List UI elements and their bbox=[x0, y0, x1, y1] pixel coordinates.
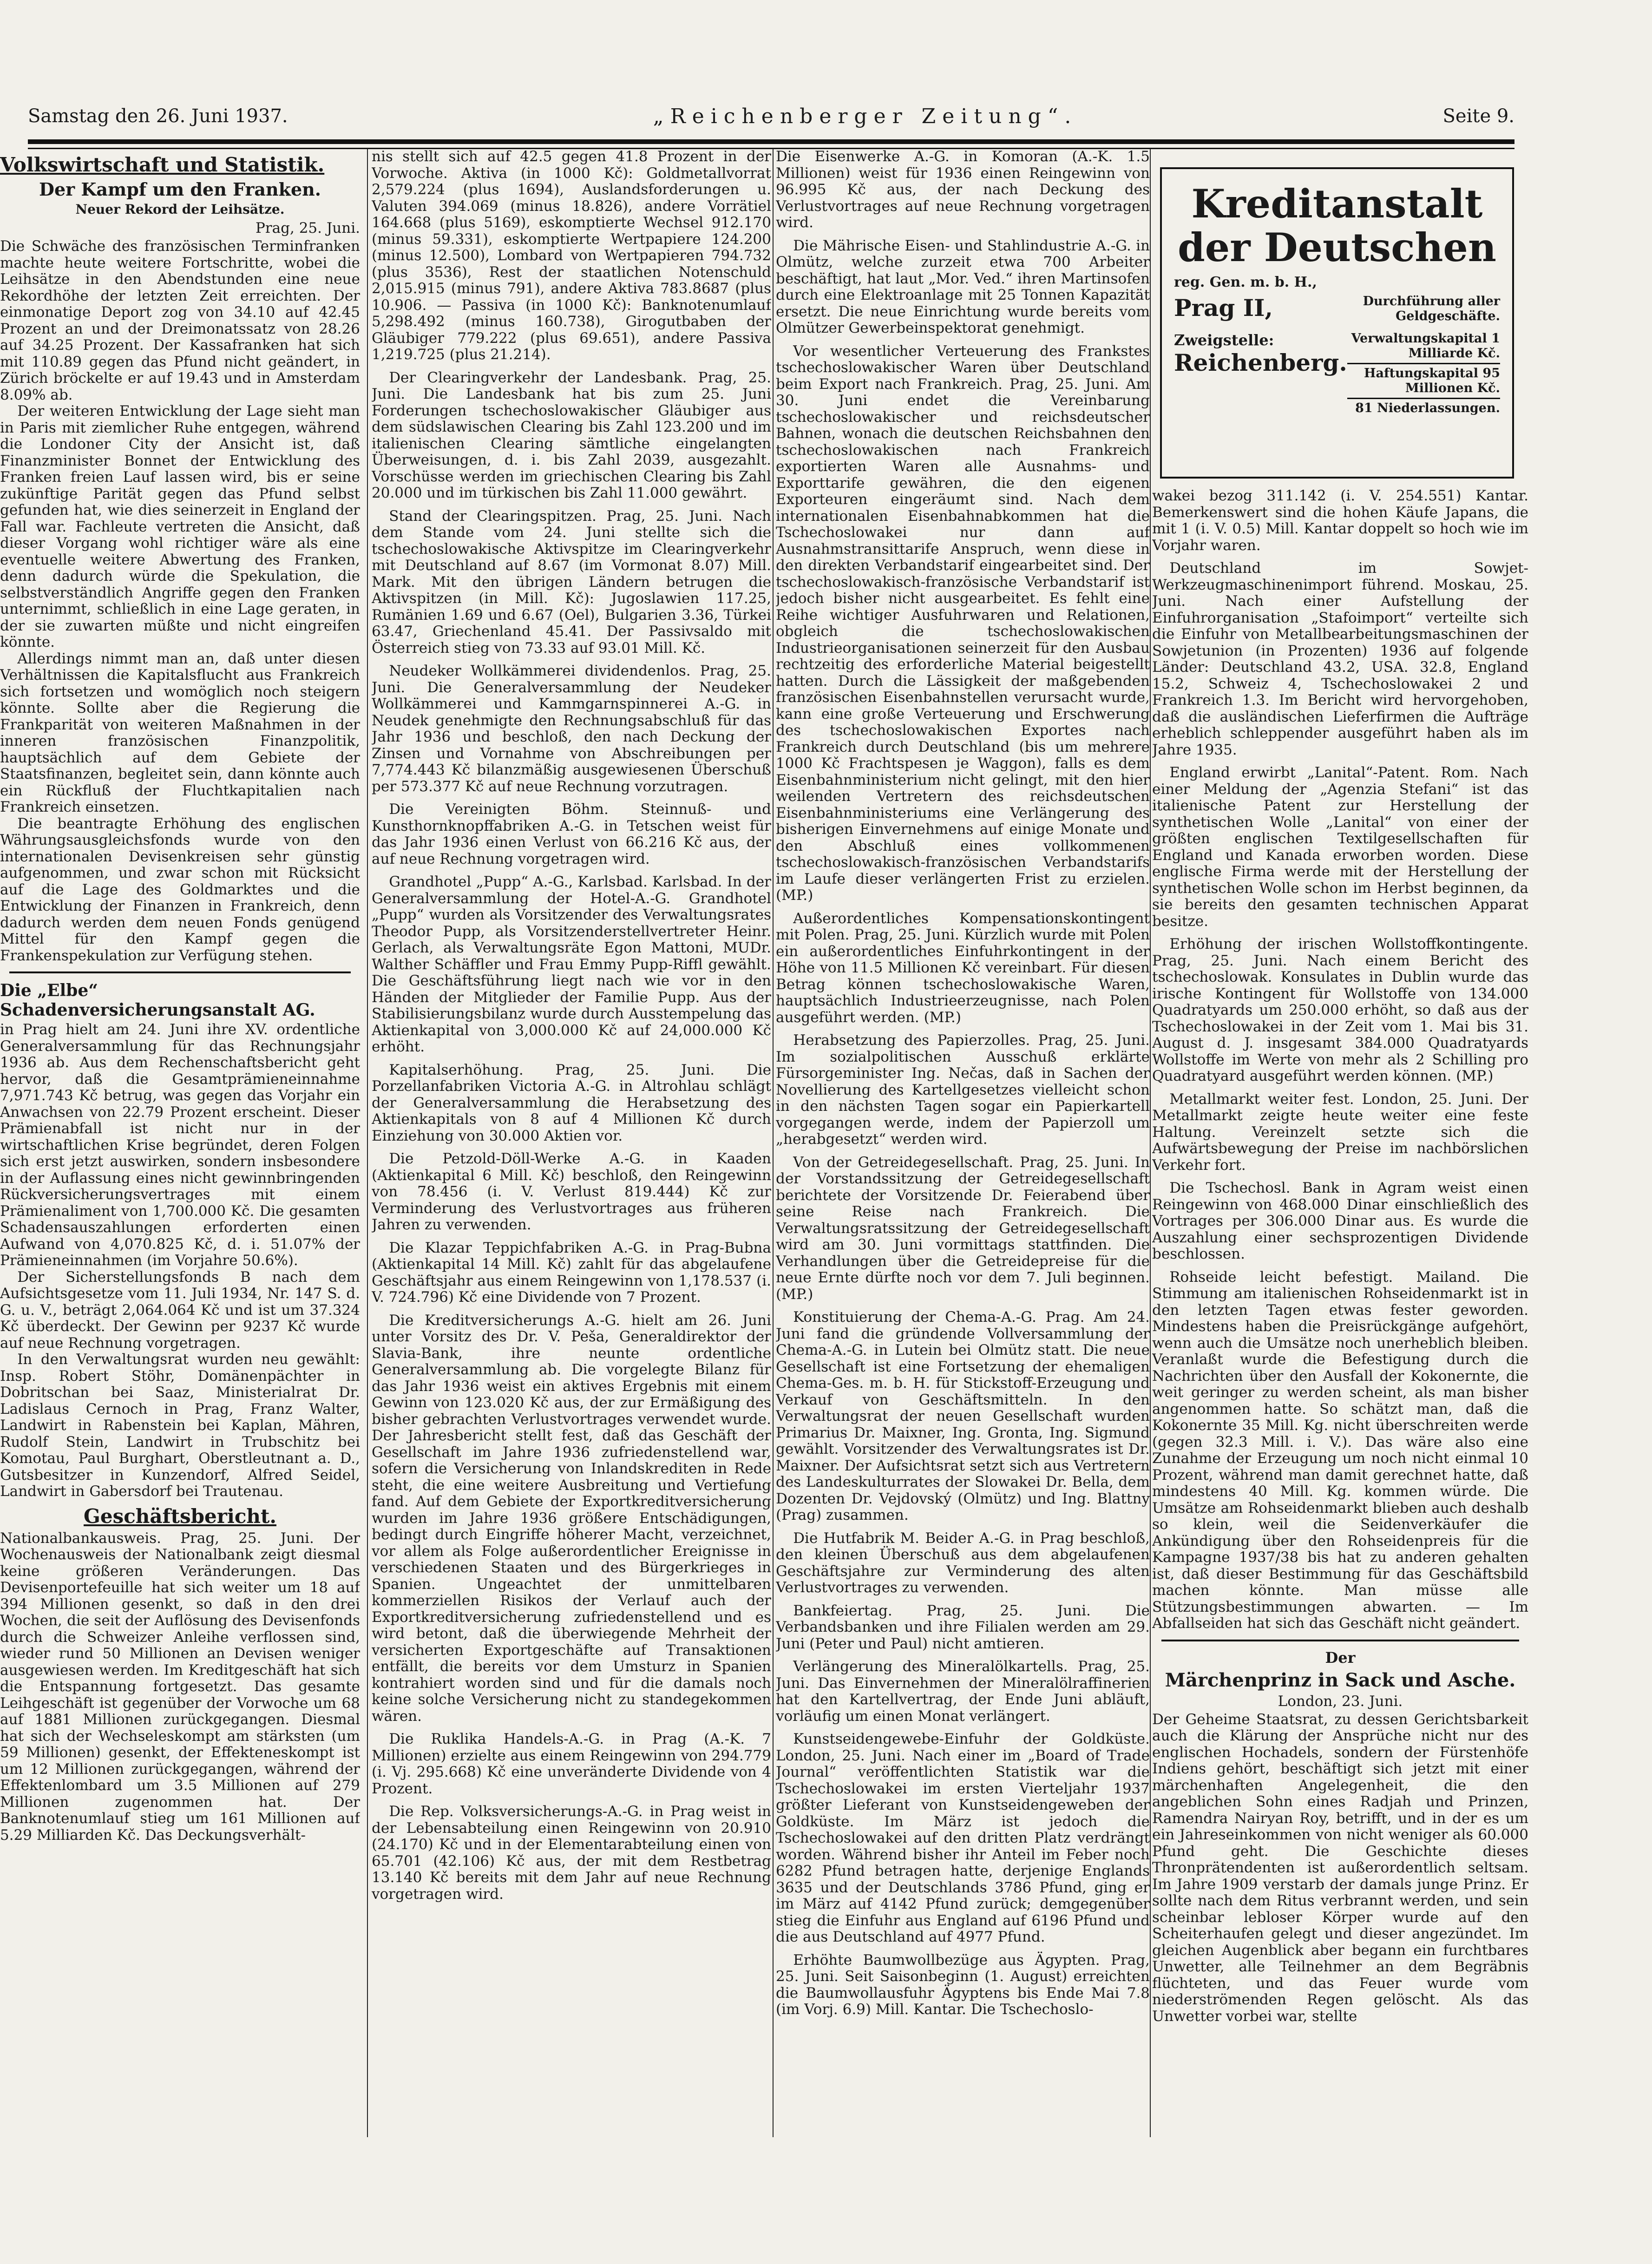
ad-capital: Verwaltungskapital 1 Milliarde Kč. bbox=[1351, 331, 1500, 361]
article-separator bbox=[1161, 1640, 1519, 1641]
feuilleton-title: Märchenprinz in Sack und Asche. bbox=[1165, 1669, 1516, 1691]
article-paragraph: wakei bezog 311.142 (i. V. 254.551) Kantar. Bemerkenswert sind die hohen Käufe Japans, die mit 1 (i. V. 0.5) Mill. Kantar doppelt so hoch wie im Vorjahr waren. bbox=[1152, 488, 1528, 554]
article-paragraph: Erhöhte Baumwollbezüge aus Ägypten. Prag, 25. Juni. Seit Saisonbeginn (1. August) erreichten die Baumwollausfuhr Ägyptens bis Ende Mai 7.8 (im Vorj. 6.9) Mill. Kantar. Die Tschechoslo- bbox=[776, 1951, 1150, 2018]
article-dateline: Prag, 25. Juni. bbox=[256, 220, 360, 236]
column-1 bbox=[0, 149, 360, 2146]
article-paragraph: In den Verwaltungsrat wurden neu gewählt: Insp. Robert Stöhr, Domänenpächter in Dobritschan bei Saaz, Ministerialrat Dr. Ladislaus Cernoch in Prag, Franz Walter, Landwirt in Rabenstein bei Kaplan, Mähren, Rudolf Stein, Landwirt in Trubschitz bei Komotau, Paul Burghart, Oberstleutnant a. D., Gutsbesitzer in Kunzendorf, Alfred Seidel, Landwirt in Gabersdorf bei Trautenau. bbox=[0, 1351, 360, 1500]
newspaper-title: „Reichenberger Zeitung“. bbox=[653, 104, 1078, 128]
article-subtitle: Neuer Rekord der Leihsätze. bbox=[75, 202, 285, 217]
ad-branch-city: Reichenberg. bbox=[1174, 349, 1347, 376]
ad-city: Prag II, bbox=[1174, 294, 1273, 322]
article-paragraph: Die Petzold-Döll-Werke A.-G. in Kaaden (Aktienkapital 6 Mill. Kč) beschloß, den Reingewinn von 78.456 (i. V. Verlust 819.444) Kč zur Verminderung des Verlustvortrages aus früheren Jahren zu verwenden. bbox=[372, 1150, 771, 1233]
ad-branch-label: Zweigstelle: bbox=[1174, 331, 1274, 349]
article-paragraph: Kapitalserhöhung. Prag, 25. Juni. Die Porzellanfabriken Victoria A.-G. in Altrohlau schlägt der Generalversammlung die Herabsetzung des Aktienkapitals von 8 auf 4 Millionen Kč durch Einziehung von 30.000 Aktien vor. bbox=[372, 1061, 771, 1144]
column-4 bbox=[1152, 488, 1528, 2146]
article-paragraph: Kunstseidengewebe-Einfuhr der Goldküste. London, 25. Juni. Nach einer im „Board of Trade Journal“ veröffentlichten Statistik war die Tschechoslowakei im ersten Vierteljahr 1937 größter Lieferant von Kunstseidengeweben der Goldküste. Im März ist jedoch die Tschechoslowakei auf den dritten Platz verdrängt worden. Während bisher ihr Anteil im Feber noch 6282 Pfund betragen hatte, derjenige Englands 3635 und der Deutschlands 3786 Pfund, ging er im März auf 4142 Pfund zurück; demgegenüber stieg die Einfuhr aus England auf 6196 Pfund und die aus Deutschland auf 4977 Pfund. bbox=[776, 1731, 1150, 1945]
ad-branch-count: 81 Niederlassungen. bbox=[1355, 401, 1500, 415]
feuilleton-title-prefix: Der bbox=[1325, 1648, 1356, 1667]
column-2 bbox=[372, 149, 771, 2146]
article-paragraph: Die Tschechosl. Bank in Agram weist einen Reingewinn von 468.000 Dinar einschließlich des Vortrages per 306.000 Dinar aus. Es wurde die Auszahlung einer sechsprozentigen Dividende beschlossen. bbox=[1152, 1180, 1528, 1262]
article-paragraph: Die beantragte Erhöhung des englischen Währungsausgleichsfonds wurde von den internationalen Devisenkreisen sehr günstig aufgenommen, und zwar schon mit Rücksicht auf die Lage des Goldmarktes und die Entwicklung der Finanzen in Frankreich, denn dadurch werden dem neuen Fonds genügend Mittel für den Kampf gegen die Frankenspekulation zur Verfügung stehen. bbox=[0, 815, 360, 964]
section-heading: Geschäftsbericht. bbox=[84, 1504, 276, 1528]
article-paragraph: Erhöhung der irischen Wollstoffkontingente. Prag, 25. Juni. Nach einem Bericht des tschechoslowak. Konsulates in Dublin wurde das irische Kontingent für Wollstoffe von 134.000 Quadratyards um 250.000 erhöht, so daß aus der Tschechoslowakei in der Zeit vom 1. Mai bis 31. August d. J. insgesamt 384.000 Quadratyards Wollstoffe im Werte von mehr als 2 Schilling pro Quadratyard ausgeführt werden können. (MP.) bbox=[1152, 936, 1528, 1084]
article-paragraph: Bankfeiertag. Prag, 25. Juni. Die Verbandsbanken und ihre Filialen werden am 29. Juni (Peter und Paul) nicht amtieren. bbox=[776, 1602, 1150, 1652]
article-paragraph: Die Schwäche des französischen Terminfranken machte heute weitere Fortschritte, wobei die Leihsätze in den Abendstunden eine neue Rekordhöhe der letzten Zeit erreichten. Der einmonatige Deport zog von 34.10 auf 42.45 Prozent an und der Dreimonatssatz von 28.26 auf 34.25 Prozent. Der Kassafranken hat sich mit 110.89 gegen das Pfund nicht geändert, in Zürich bröckelte er auf 19.43 und in Amsterdam 8.09% ab. bbox=[0, 238, 360, 403]
article-paragraph: Nationalbankausweis. Prag, 25. Juni. Der Wochenausweis der Nationalbank zeigt diesmal keine größeren Veränderungen. Das Devisenportefeuille hat sich weiter um 18 auf 394 Millionen gesenkt, so daß in den drei Wochen, die seit der Auflösung des Devisenfonds durch die Schweizer Anleihe verflossen sind, wieder rund 50 Millionen an Devisen weniger ausgewiesen werden. Im Kreditgeschäft hat sich die Entspannung fortgesetzt. Das gesamte Leihgeschäft ist gegenüber der Vorwoche um 68 auf 1881 Millionen zurückgegangen. Diesmal hat sich der Wechseleskompt am stärksten (um 59 Millionen) gesenkt, der Effekteneskompt ist um 12 Millionen zurückgegangen, während der Effektenlombard um 3.5 Millionen auf 279 Millionen zugenommen hat. Der Banknotenumlauf stieg um 161 Millionen auf 5.29 Milliarden Kč. Das Deckungsverhält- bbox=[0, 1529, 360, 1844]
article-separator bbox=[9, 971, 351, 973]
article-paragraph: in Prag hielt am 24. Juni ihre XV. ordentliche Generalversammlung für das Rechnungsjahr 1936 ab. Aus dem Rechenschaftsbericht geht hervor, daß die Gesamtprämieneinnahme 7,971.743 Kč betrug, was gegen das Vorjahr ein Anwachsen von 22.79 Prozent erscheint. Dieser Prämienabfall ist nicht nur in der wirtschaftlichen Krise begründet, deren Folgen sich erst jetzt auswirken, sondern insbesondere in der Auflassung eines nicht gewinnbringenden Rückversicherungsvertrages mit einem Prämienaliment von 1,700.000 Kč. Die gesamten Schadensauszahlungen erforderten einen Aufwand von 4,070.825 Kč, d. i. 51.07% der Prämieneinnahmen (im Vorjahre 50.6%). bbox=[0, 1021, 360, 1269]
article-paragraph: Die Kreditversicherungs A.-G. hielt am 26. Juni unter Vorsitz des Dr. V. Peša, Generaldirektor der Slavia-Bank, ihre neunte ordentliche Generalversammlung ab. Die vorgelegte Bilanz für das Jahr 1936 weist ein aktives Ergebnis mit einem Gewinn von 123.020 Kč aus, der zur Ermäßigung des bisher gebrachten Verlustvortrages verwendet wurde. Der Jahresbericht stellt fest, daß das Geschäft der Gesellschaft im Jahre 1936 zufriedenstellend war, sofern die Versicherung von Inlandskrediten in Rede steht, die eine weitere Ausbreitung und Vertiefung fand. Auf dem Gebiete der Exportkreditversicherung wurden im Jahre 1936 größere Entschädigungen, bedingt durch Eingriffe höherer Macht, verzeichnet, vor allem als Folge außerordentlicher Ereignisse in verschiedenen Staaten und des Bürgerkrieges in Spanien. Ungeachtet der unmittelbaren kommerziellen Risikos der Verlauf auch der Exportkreditversicherung zufriedenstellend und es wird betont, daß die überwiegende Mehrheit der versicherten Exportgeschäfte auf Transaktionen entfällt, die bereits vor dem Umsturz in Spanien kontrahiert worden sind und für die damals noch keine solche Versicherung nicht zu standegekommen wären. bbox=[372, 1312, 771, 1725]
article-paragraph: Grandhotel „Pupp“ A.-G., Karlsbad. Karlsbad. In der Generalversammlung der Hotel-A.-G. Grandhotel „Pupp“ wurden als Vorsitzender des Verwaltungsrates Theodor Pupp, als Vorsitzenderstellvertreter Heinr. Gerlach, als Verwaltungsräte Egon Mattoni, MUDr. Walther Schäffler und Frau Emmy Pupp-Riffl gewählt. Die Geschäftsführung liegt nach wie vor in den Händen der Mitglieder der Familie Pupp. Aus der Stabilisierungsbilanz wurde durch Ausstempelung das Aktienkapital von 3,000.000 Kč auf 24,000.000 Kč erhöht. bbox=[372, 873, 771, 1055]
article-paragraph: Die Vereinigten Böhm. Steinnuß- und Kunsthornknopffabriken A.-G. in Tetschen weist für das Jahr 1936 einen Verlust von 66.216 Kč aus, der auf neue Rechnung vorgetragen wird. bbox=[372, 801, 771, 867]
article-paragraph: Deutschland im Sowjet-Werkzeugmaschinenimport führend. Moskau, 25. Juni. Nach einer Aufstellung der Einfuhrorganisation „Stafoimport“ verteilte sich die Einfuhr von Metallbearbeitungsmaschinen der Sowjetunion (in Prozenten) 1936 auf folgende Länder: Deutschland 43.2, USA. 32.8, England 15.2, Schweiz 4, Tschechoslowakei 2 und Frankreich 1.3. Im Bericht wird hervorgehoben, daß die ausländischen Lieferfirmen die Aufträge erheblich schleppender ausgeführt haben als im Jahre 1935. bbox=[1152, 560, 1528, 758]
article-paragraph: Die Ruklika Handels-A.-G. in Prag (A.-K. 7 Millionen) erzielte aus einem Reingewinn von 294.779 (i. Vj. 295.668) Kč eine unveränderte Dividende von 4 Prozent. bbox=[372, 1731, 771, 1797]
ad-description: Durchführung aller Geldgeschäfte. bbox=[1363, 294, 1500, 323]
article-title: Die „Elbe“ Schadenversicherungsanstalt AG. bbox=[0, 981, 315, 1020]
article-paragraph: Die Hutfabrik M. Beider A.-G. in Prag beschloß, den kleinen Überschuß aus dem abgelaufenen Geschäftsjahre zur Verminderung des alten Verlustvortrages zu verwenden. bbox=[776, 1529, 1150, 1596]
ad-rule bbox=[1347, 398, 1500, 399]
article-paragraph: Vor wesentlicher Verteuerung des Frankstes tschechoslowakischer Waren über Deutschland beim Export nach Frankreich. Prag, 25. Juni. Am 30. Juni endet die Vereinbarung tschechoslowakischer und reichsdeutscher Bahnen, wonach die deutschen Reichsbahnen den tschechoslowakischen nach Frankreich exportierten Waren alle Ausnahms- und Exporttarife gewähren, die den eigenen Exporteuren eingeräumt sind. Nach dem internationalen Eisenbahnabkommen hat die Tschechoslowakei nur dann auf Ausnahmstransittarife Anspruch, wenn diese in den direkten Verbandstarif eingearbeitet sind. Der tschechoslowakisch-französische Verbandstarif ist jedoch bisher nicht ausgearbeitet. Es fehlt eine Reihe wichtiger Ausfuhrwaren und Relationen, obgleich die tschechoslowakischen Industrieorganisationen seinerzeit für den Ausbau rechtzeitig des erforderliche Material beigestellt hatten. Durch die Lässigkeit der maßgebenden französischen Eisenbahnstellen verursacht wurde, kann eine große Verteuerung und Erschwerung des tschechoslowakischen Exportes nach Frankreich durch Deutschland (bis um mehrere 1000 Kč Frachtspesen je Waggon), falls es dem Eisenbahnministerium nicht gelingt, mit den hier weilenden Vertretern des reichsdeutschen Eisenbahnministeriums eine Verlängerung des bisherigen Einvernehmens auf einige Monate und den Abschluß eines vollkommenen tschechoslowakisch-französischen Verbandstarifs im Laufe dieser verlängerten Frist zu erzielen. (MP.) bbox=[776, 342, 1150, 904]
feuilleton-dateline: London, 23. Juni. bbox=[1278, 1693, 1403, 1710]
article-paragraph: Konstituierung der Chema-A.-G. Prag. Am 24. Juni fand die gründende Vollversammlung der Chema-A.-G. in Lutein bei Olmütz statt. Die neue Gesellschaft ist eine Fortsetzung der ehemaligen Chema-Ges. m. b. H. für Stickstoff-Erzeugung und Verkauf von Geschäftsmitteln. In den Verwaltungsrat der neuen Gesellschaft wurden Primarius Dr. Maixner, Ing. Gronta, Ing. Sigmund gewählt. Vorsitzender des Verwaltungsrates ist Dr. Maixner. Der Aufsichtsrat setzt sich aus Vertretern des Landeskulturrates der Slowakei Dr. Bella, dem Dozenten Dr. Vejdovský (Olmütz) und Ing. Blattny (Prag) zusammen. bbox=[776, 1309, 1150, 1523]
article-paragraph: England erwirbt „Lanital“-Patent. Rom. Nach einer Meldung der „Agenzia Stefani“ ist das italienische Patent zur Herstellung der synthetischen Wolle „Lanital“ von einer der größten englischen Textilgesellschaften für England und Kanada erworben worden. Diese englische Firma werde mit der Herstellung der synthetischen Wolle schon im Herbst beginnen, da sie bereits den gesamten technischen Apparat besitze. bbox=[1152, 764, 1528, 930]
feuilleton-paragraph: Der Geheime Staatsrat, zu dessen Gerichtsbarkeit auch die Klärung der Ansprüche nicht nur des englischen Hochadels, sondern der Fürstenhöfe Indiens gehört, beschäftigt sich jetzt mit einer märchenhaften Angelegenheit, die den angeblichen Sohn eines Radjah und Prinzen, Ramendra Nairyan Roy, betrifft, und in der es um ein Jahreseinkommen von nicht weniger als 60.000 Pfund geht. Die Geschichte dieses Thronprätendenten ist außerordentlich seltsam. Im Jahre 1909 verstarb der damals junge Prinz. Er sollte nach dem Ritus verbrannt werden, und sein scheinbar lebloser Körper wurde auf den Scheiterhaufen gelegt und dieser angezündet. Im gleichen Augenblick aber begann ein furchtbares Unwetter, alle Teilnehmer an dem Begräbnis flüchteten, und das Feuer wurde vom niederströmenden Regen gelöscht. Als das Unwetter vorbei war, stellte bbox=[1152, 1711, 1528, 2025]
issue-date: Samstag den 26. Juni 1937. bbox=[28, 105, 288, 127]
article-paragraph: Metallmarkt weiter fest. London, 25. Juni. Der Metallmarkt zeigte heute weiter eine feste Haltung. Vereinzelt setzte sich die Aufwärtsbewegung der Preise im nachbörslichen Verkehr fort. bbox=[1152, 1090, 1528, 1174]
article-paragraph: nis stellt sich auf 42.5 gegen 41.8 Prozent in der Vorwoche. Aktiva (in 1000 Kč): Goldmetallvorrat 2,579.224 (plus 1694), Auslandsforderungen u. Valuten 394.069 (minus 18.826), andere Vorrätiel 164.668 (plus 5169), eskomptierte Wechsel 912.170 (minus 59.331), eskomptierte Wertpapiere 124.200 (minus 12.500), Lombard von Wertpapieren 794.732 (plus 3536), Rest der staatlichen Notenschuld 2,015.915 (minus 791), andere Aktiva 783.8687 (plus 10.906. — Passiva (in 1000 Kč): Banknotenumlauf 5,298.492 (minus 160.738), Girogutbaben der Gläubiger 779.222 (plus 69.651), andere Passiva 1,219.725 (plus 21.214). bbox=[372, 149, 771, 363]
article-paragraph: Die Mährische Eisen- und Stahlindustrie A.-G. in Olmütz, welche zurzeit etwa 700 Arbeiter beschäftigt, hat laut „Mor. Ved.“ ihren Martinsofen durch eine Elektroanlage mit 25 Tonnen Kapazität ersetzt. Die neue Einrichtung wurde bereits vom Olmützer Gewerbeinspektorat genehmigt. bbox=[776, 237, 1150, 336]
page-header bbox=[28, 95, 1514, 137]
article-paragraph: Die Klazar Teppichfabriken A.-G. in Prag-Bubna (Aktienkapital 14 Mill. Kč) zahlt für das abgelaufene Geschäftsjahr aus einem Reingewinn von 1,178.537 (i. V. 724.796) Kč eine Dividende von 7 Prozent. bbox=[372, 1239, 771, 1306]
article-paragraph: Außerordentliches Kompensationskontingent mit Polen. Prag, 25. Juni. Kürzlich wurde mit Polen ein außerordentliches Einfuhrkontingent in der Höhe von 11.5 Millionen Kč vereinbart. Für diesen Betrag können tschechoslowakische Waren, hauptsächlich Industrieerzeugnisse, nach Polen ausgeführt werden. (MP.) bbox=[776, 910, 1150, 1026]
article-paragraph: Allerdings nimmt man an, daß unter diesen Verhältnissen die Kapitalsflucht aus Frankreich sich fortsetzen und womöglich noch steigern könnte. Sollte aber die Regierung die Frankparität von weiteren Maßnahmen in der inneren französischen Finanzpolitik, hauptsächlich auf dem Gebiete der Staatsfinanzen, begleitet sein, dann könnte auch ein Rückfluß der Fluchtkapitalien nach Frankreich einsetzen. bbox=[0, 650, 360, 815]
article-paragraph: Stand der Clearingspitzen. Prag, 25. Juni. Nach dem Stande vom 24. Juni stellte sich die tschechoslowakische Aktivspitze im Clearingverkehr mit Deutschland auf 8.67 (im Vormonat 8.07) Mill. Mark. Mit den übrigen Ländern betrugen die Aktivspitzen (in Mill. Kč): Jugoslawien 117.25, Rumänien 1.69 und 6.67 (Oel), Bulgarien 3.36, Türkei 63.47, Griechenland 45.41. Der Passivsaldo mit Österreich stieg von 73.33 auf 93.01 Mill. Kč. bbox=[372, 507, 771, 656]
article-paragraph: Herabsetzung des Papierzolles. Prag, 25. Juni. Im sozialpolitischen Ausschuß erklärte Fürsorgeminister Ing. Nečas, daß in Sachen der Novellierung des Kartellgesetzes vielleicht schon in den nächsten Tagen sogar ein Papierkartell vorgegangen werde, indem der Papierzoll um „herabgesetzt“ werden wird. bbox=[776, 1032, 1150, 1148]
article-paragraph: Neudeker Wollkämmerei dividendenlos. Prag, 25. Juni. Die Generalversammlung der Neudeker Wollkämmerei und Kammgarnspinnerei A.-G. in Neudek genehmigte den Rechnungsabschluß für das Jahr 1936 und beschloß, den nach Deckung der Zinsen und Vornahme von Abschreibungen per 7,774.443 Kč bilanzmäßig ausgewiesenen Überschuß per 573.377 Kč auf neue Rechnung vorzutragen. bbox=[372, 663, 771, 795]
ad-bank-name: Kreditanstalt bbox=[1191, 181, 1483, 227]
column-divider bbox=[773, 149, 774, 2137]
ad-capital: Haftungskapital 95 Millionen Kč. bbox=[1364, 366, 1500, 395]
ad-registration: reg. Gen. m. b. H., bbox=[1174, 274, 1317, 290]
ad-rule bbox=[1347, 363, 1500, 364]
article-paragraph: Der weiteren Entwicklung der Lage sieht man in Paris mit ziemlicher Ruhe entgegen, während die Londoner City der Ansicht ist, daß Finanzminister Bonnet der Entwicklung des Franken freien Lauf lassen wird, bis er seine zukünftige Parität gegen das Pfund selbst gefunden hat, wie dies seinerzeit in England der Fall war. Fachleute vertreten die Ansicht, daß dieser Vorgang wohl richtiger wäre als eine eventuelle weitere Abwertung des Franken, denn dadurch würde die Spekulation, die selbstverständlich Angriffe gegen den Franken unternimmt, schließlich in eine Lage geraten, in der sie zuwarten müßte und nicht eingreifen könnte. bbox=[0, 403, 360, 650]
article-paragraph: Die Rep. Volksversicherungs-A.-G. in Prag weist in der Lebensabteilung einen Reingewinn von 20.910 (24.170) Kč und in der Elementarabteilung einen von 65.701 (42.106) Kč aus, der mit dem Restbetrag 13.140 Kč bereits mit dem Jahr auf neue Rechnung vorgetragen wird. bbox=[372, 1803, 771, 1903]
bank-advertisement bbox=[1160, 167, 1514, 479]
article-title: Der Kampf um den Franken. bbox=[39, 179, 321, 200]
article-paragraph: Die Eisenwerke A.-G. in Komoran (A.-K. 1.5 Millionen) weist für 1936 einen Reingewinn von 96.995 Kč aus, der nach Deckung des Verlustvortrages auf neue Rechnung vorgetragen wird. bbox=[776, 149, 1150, 231]
article-paragraph: Verlängerung des Mineralölkartells. Prag, 25. Juni. Das Einvernehmen der Mineralölraffinerien hat den Kartellvertrag, der Ende Juni abläuft, vorläufig um einen Monat verlängert. bbox=[776, 1658, 1150, 1725]
article-paragraph: Der Sicherstellungsfonds B nach dem Aufsichtsgesetze vom 11. Juli 1934, Nr. 147 S. d. G. u. V., beträgt 2,064.064 Kč und ist um 37.324 Kč überdeckt. Der Gewinn per 9237 Kč wurde auf neue Rechnung vorgetragen. bbox=[0, 1268, 360, 1352]
header-rule bbox=[28, 139, 1514, 144]
article-paragraph: Von der Getreidegesellschaft. Prag, 25. Juni. In der Vorstandssitzung der Getreidegesellschaft berichtete der Vorsitzende Dr. Feierabend über seine Reise nach Frankreich. Die Verwaltungsratssitzung der Getreidegesellschaft wird am 30. Juni vormittags stattfinden. Die Verhandlungen über die Getreidepreise für die neue Ernte dürfte noch vor dem 7. Juli beginnen. (MP.) bbox=[776, 1154, 1150, 1303]
article-paragraph: Der Clearingverkehr der Landesbank. Prag, 25. Juni. Die Landesbank hat bis zum 25. Juni Forderungen tschechoslowakischer Gläubiger aus dem südslawischen Clearing bis Zahl 123.200 und im italienischen Clearing sämtliche eingelangten Überweisungen, d. i. bis Zahl 2039, ausgezahlt. Vorschüsse werden im griechischen Clearing bis Zahl 20.000 und im türkischen bis Zahl 11.000 gewährt. bbox=[372, 369, 771, 501]
article-paragraph: Rohseide leicht befestigt. Mailand. Die Stimmung am italienischen Rohseidenmarkt ist in den letzten Tagen etwas fester geworden. Mindestens haben die Preisrückgänge aufgehört, wenn auch die Umsätze noch unerheblich bleiben. Veranlaßt wurde die Befestigung durch die Nachrichten über den Ausfall der Kokonernte, die weit geringer zu werden scheint, als man bisher angenommen hatte. So schätzt man, daß die Kokonernte 35 Mill. Kg. nicht überschreiten werde (gegen 32.3 Mill. i. V.). Das wäre also eine Zunahme der Erzeugung um noch nicht einmal 10 Prozent, während man damit gerechnet hatte, daß mindestens 40 Mill. Kg. kommen würde. Die Umsätze am Rohseidenmarkt blieben auch deshalb so klein, weil die Seidenverkäufer die Ankündigung über den Rohseidenpreis für die Kampagne 1937/38 bis hat zu anderen gehalten ist, daß dieser Bestimmung für das Geschäftsbild machen könnte. Man müsse alle Stützungsbestimmungen abwarten. — Im Abfallseiden hat sich das Geschäft nicht geändert. bbox=[1152, 1268, 1528, 1632]
ad-bank-name: der Deutschen bbox=[1178, 224, 1496, 270]
column-3 bbox=[776, 149, 1150, 2146]
page-number: Seite 9. bbox=[1442, 105, 1514, 127]
section-heading: Volkswirtschaft und Statistik. bbox=[0, 153, 325, 176]
column-divider bbox=[1150, 149, 1151, 2137]
column-divider bbox=[367, 149, 368, 2137]
